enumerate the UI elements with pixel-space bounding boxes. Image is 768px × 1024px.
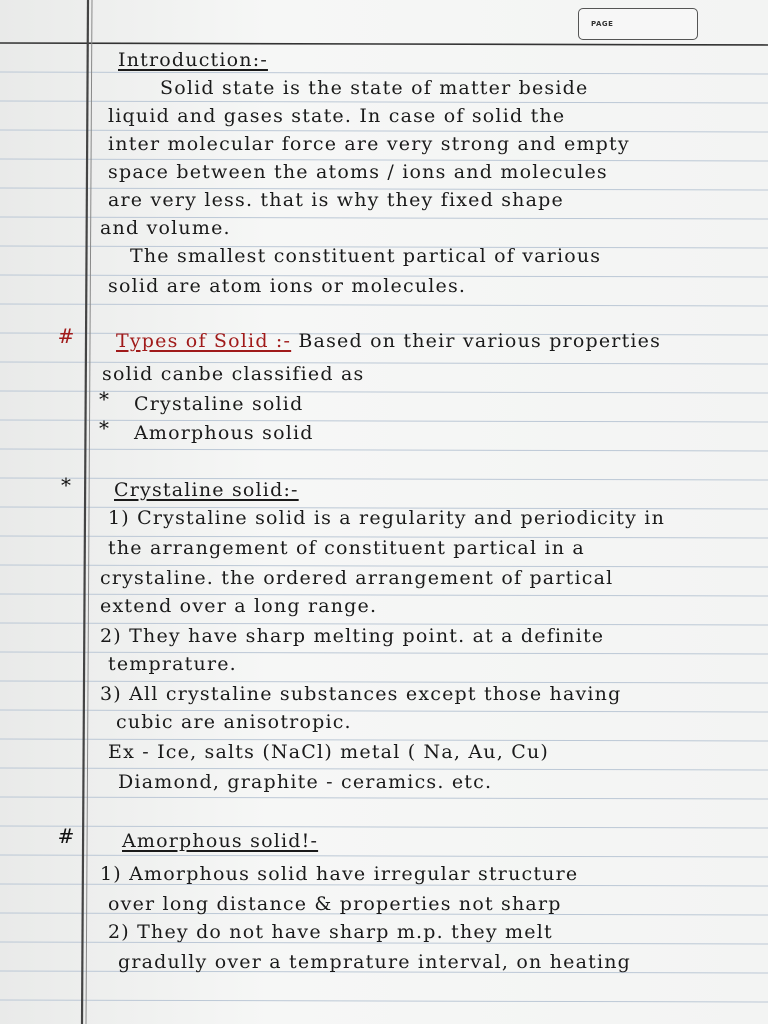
line-text: The smallest constituent partical of various bbox=[130, 245, 602, 267]
rule-line bbox=[0, 1000, 768, 1002]
hash-marker: # bbox=[57, 824, 75, 848]
section-heading-line bbox=[122, 826, 318, 856]
line-text: 1) Crystaline solid is a regularity and periodicity in bbox=[108, 507, 666, 529]
note-line bbox=[108, 889, 562, 919]
note-line bbox=[108, 917, 553, 947]
line-text: Based on their various properties bbox=[291, 330, 662, 352]
rule-line bbox=[0, 797, 768, 799]
note-line bbox=[118, 947, 631, 977]
note-line bbox=[118, 45, 268, 75]
line-text: Amorphous solid bbox=[134, 422, 314, 444]
line-text: solid canbe classified as bbox=[102, 363, 365, 385]
line-text: space between the atoms / ions and molecules bbox=[108, 161, 608, 183]
section-heading: Amorphous solid!- bbox=[122, 830, 319, 852]
hash-marker: # bbox=[57, 324, 75, 348]
note-line bbox=[100, 679, 621, 709]
note-line bbox=[102, 359, 364, 389]
section-heading: Types of Solid :- bbox=[116, 330, 292, 352]
line-text: 2) They do not have sharp m.p. they melt bbox=[108, 921, 553, 943]
line-text: inter molecular force are very strong and empty bbox=[108, 133, 630, 155]
line-text: liquid and gases state. In case of solid the bbox=[108, 105, 566, 127]
line-text: Diamond, graphite - ceramics. etc. bbox=[118, 771, 493, 793]
line-text: gradully over a temprature interval, on heating bbox=[118, 951, 632, 973]
line-text: the arrangement of constituent partical in a bbox=[108, 537, 585, 559]
note-line bbox=[100, 591, 377, 621]
note-line bbox=[118, 767, 492, 797]
line-text: solid are atom ions or molecules. bbox=[108, 275, 467, 297]
note-line bbox=[100, 563, 613, 593]
note-line bbox=[108, 185, 564, 215]
note-line bbox=[108, 129, 630, 159]
section-heading: Crystaline solid:- bbox=[114, 479, 299, 501]
note-line bbox=[100, 213, 231, 243]
note-line bbox=[108, 737, 549, 767]
line-text: over long distance & properties not sharp bbox=[108, 893, 562, 915]
section-heading-line bbox=[116, 326, 661, 356]
line-text: and volume. bbox=[100, 217, 231, 239]
page-heading: Introduction:- bbox=[118, 49, 268, 71]
note-line bbox=[108, 503, 665, 533]
note-line bbox=[100, 621, 604, 651]
star-bullet: * bbox=[99, 387, 109, 411]
rule-line bbox=[0, 449, 768, 451]
line-text: 3) All crystaline substances except those having bbox=[100, 683, 622, 705]
note-line bbox=[160, 73, 588, 103]
note-line bbox=[134, 389, 303, 419]
line-text: Ex - Ice, salts (NaCl) metal ( Na, Au, Cu) bbox=[108, 741, 550, 763]
rule-line bbox=[0, 304, 768, 306]
line-text: 1) Amorphous solid have irregular structure bbox=[100, 863, 579, 885]
rule-line bbox=[0, 43, 768, 45]
note-line bbox=[108, 649, 237, 679]
rule-line bbox=[0, 855, 768, 857]
note-line bbox=[134, 418, 314, 448]
line-text: temprature. bbox=[108, 653, 237, 675]
line-text: are very less. that is why they fixed shape bbox=[108, 189, 564, 211]
section-heading-line bbox=[114, 475, 299, 505]
note-line bbox=[108, 533, 585, 563]
rule-line bbox=[0, 826, 768, 828]
line-text: cubic are anisotropic. bbox=[116, 711, 352, 733]
line-text: extend over a long range. bbox=[100, 595, 378, 617]
note-line bbox=[100, 859, 578, 889]
note-line bbox=[116, 707, 352, 737]
star-bullet: * bbox=[61, 473, 71, 497]
line-text: Crystaline solid bbox=[134, 393, 304, 415]
page-number-tag: PAGE bbox=[578, 8, 698, 40]
note-line bbox=[108, 101, 565, 131]
star-bullet: * bbox=[99, 416, 109, 440]
line-text: 2) They have sharp melting point. at a definite bbox=[100, 625, 605, 647]
note-line bbox=[130, 241, 601, 271]
note-line bbox=[108, 157, 608, 187]
line-text: Solid state is the state of matter beside bbox=[160, 77, 589, 99]
note-line bbox=[108, 271, 466, 301]
line-text: crystaline. the ordered arrangement of partical bbox=[100, 567, 614, 589]
